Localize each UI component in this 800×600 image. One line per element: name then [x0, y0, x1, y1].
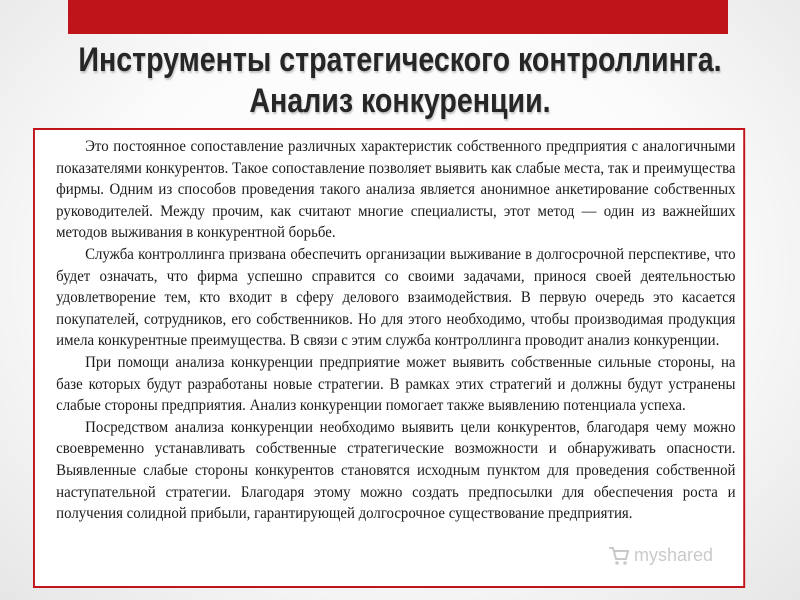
watermark-text: myshared	[634, 545, 714, 565]
content-text-box	[33, 128, 745, 588]
slide-title-line-1: Инструменты стратегического контроллинга.	[78, 41, 722, 79]
slide-title-line-2: Анализ конкуренции.	[249, 82, 551, 120]
paragraph-2: Служба контроллинга призвана обеспечить организации выживание в долгосрочной перспективе, что будет означать, что фирма успешно справится со своими задачами, принося своей деятельностью удовлетворение тем, кто входит в сферу делового взаимодействия. В первую очередь это касается покупателей, сотрудников, его собственников. Но для этого необходимо, чтобы производимая продукция имела конкурентные преимущества. В связи с этим служба контроллинга проводит анализ конкуренции.	[56, 245, 736, 350]
watermark	[608, 545, 713, 566]
paragraph-1: Это постоянное сопоставление различных характеристик собственного предприятия с аналогичными показателями конкурентов. Такое сопоставление позволяет выявить как слабые места, так и преимущества фирмы. Одним из способов проведения такого анализа является анонимное анкетирование собственных руководителей. Между прочим, как считают многие специалисты, этот метод — один из важнейших методов выживания в конкурентной борьбе.	[56, 138, 736, 242]
top-accent-bar	[68, 0, 728, 34]
paragraph-4: Посредством анализа конкуренции необходимо выявить цели конкурентов, благодаря чему можно своевременно устанавливать собственные стратегические возможности и обнаруживать опасности. Выявленные слабые стороны конкурентов становятся исходным пунктом для проведения собственной наступательной стратегии. Благодаря этому можно создать предпосылки для обеспечения роста и получения солидной прибыли, гарантирующей долгосрочное существование предприятия.	[56, 418, 736, 523]
slide-title	[64, 40, 736, 122]
paragraph-3: При помощи анализа конкуренции предприятие может выявить собственные сильные стороны, на базе которых будут разработаны новые стратегии. В рамках этих стратегий и должны будут устранены слабые стороны предприятия. Анализ конкуренции помогает также выявлению потенциала успеха.	[56, 353, 736, 415]
cart-icon	[608, 546, 630, 566]
